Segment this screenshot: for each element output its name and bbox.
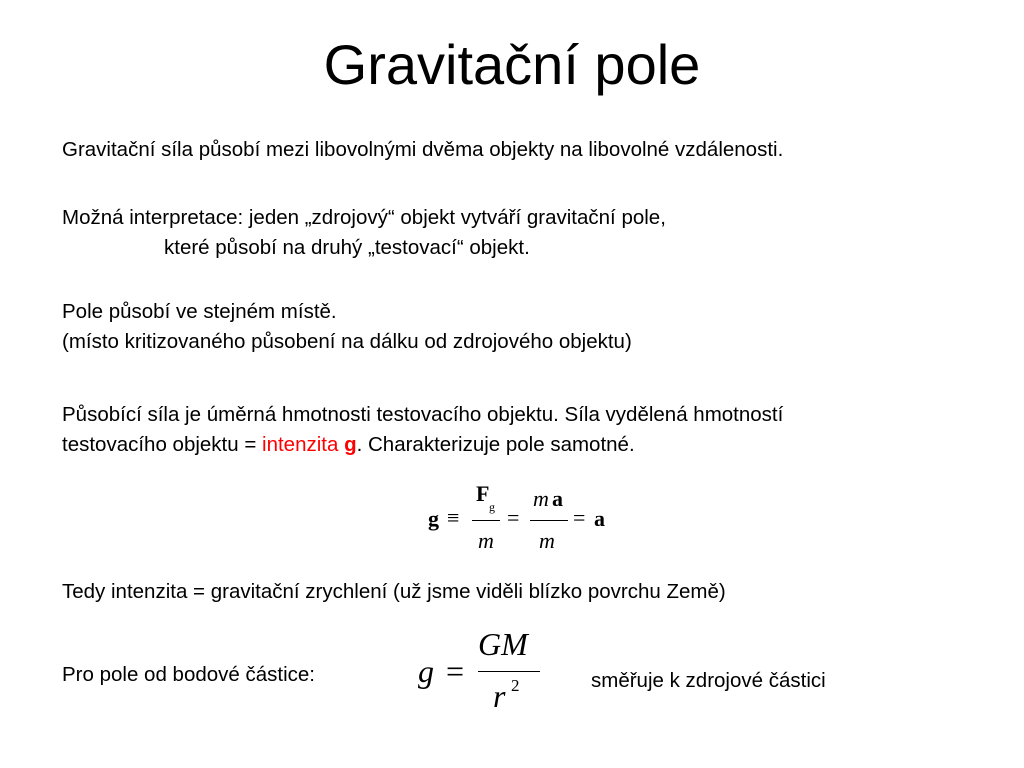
- intensity-symbol: g: [344, 433, 357, 456]
- interpretation-line-2: které působí na druhý „testovací“ objekt.: [164, 236, 530, 259]
- eq2-fraction-bar: [478, 671, 540, 672]
- eq1-num1: F: [476, 481, 490, 506]
- eq2-num: GM: [478, 626, 528, 662]
- eq1-num2-m: m: [533, 486, 549, 511]
- eq1-fraction-bar-1: [472, 520, 500, 521]
- eq1-eq2: =: [573, 505, 586, 530]
- intensity-line-2-rest: . Charakterizuje pole samotné.: [356, 433, 635, 456]
- direction-note: směřuje k zdrojové částici: [591, 669, 826, 692]
- eq1-equiv: ≡: [447, 505, 460, 530]
- eq1-fraction-bar-2: [530, 520, 568, 521]
- slide-title: Gravitační pole: [323, 33, 701, 96]
- eq1-lhs: g: [428, 506, 439, 531]
- eq1-den2: m: [539, 528, 555, 553]
- intensity-line-1: Působící síla je úměrná hmotnosti testovacího objektu. Síla vydělená hmotností: [62, 403, 784, 426]
- paragraph-field-location: [62, 297, 632, 357]
- eq2-eq: =: [446, 653, 465, 689]
- intensity-line-2: [62, 430, 783, 460]
- interpretation-line-1: Možná interpretace: jeden „zdrojový“ objekt vytváří gravitační pole,: [62, 206, 666, 229]
- eq1-eq: =: [507, 505, 520, 530]
- eq1-num1-sub: g: [489, 500, 495, 514]
- paragraph-intensity: [62, 400, 783, 460]
- eq1-den1: m: [478, 528, 494, 553]
- paragraph-gravity-force: Gravitační síla působí mezi libovolnými dvěma objekty na libovolné vzdálenosti.: [62, 138, 784, 161]
- intensity-line-2-text: testovacího objektu =: [62, 433, 263, 456]
- eq2-den: r: [493, 678, 506, 714]
- eq1-rhs: a: [594, 506, 605, 531]
- intensity-term: intenzita: [262, 433, 339, 456]
- paragraph-acceleration: Tedy intenzita = gravitační zrychlení (už jsme viděli blízko povrchu Země): [62, 580, 726, 603]
- paragraph-point-particle: Pro pole od bodové částice:: [62, 663, 315, 686]
- eq1-num2-a: a: [552, 486, 563, 511]
- eq2-exp: 2: [511, 676, 520, 695]
- eq2-lhs: g: [418, 653, 434, 689]
- field-location-line-2: (místo kritizovaného působení na dálku od zdrojového objektu): [62, 330, 632, 353]
- field-location-line-1: Pole působí ve stejném místě.: [62, 300, 337, 323]
- paragraph-interpretation: [62, 203, 666, 263]
